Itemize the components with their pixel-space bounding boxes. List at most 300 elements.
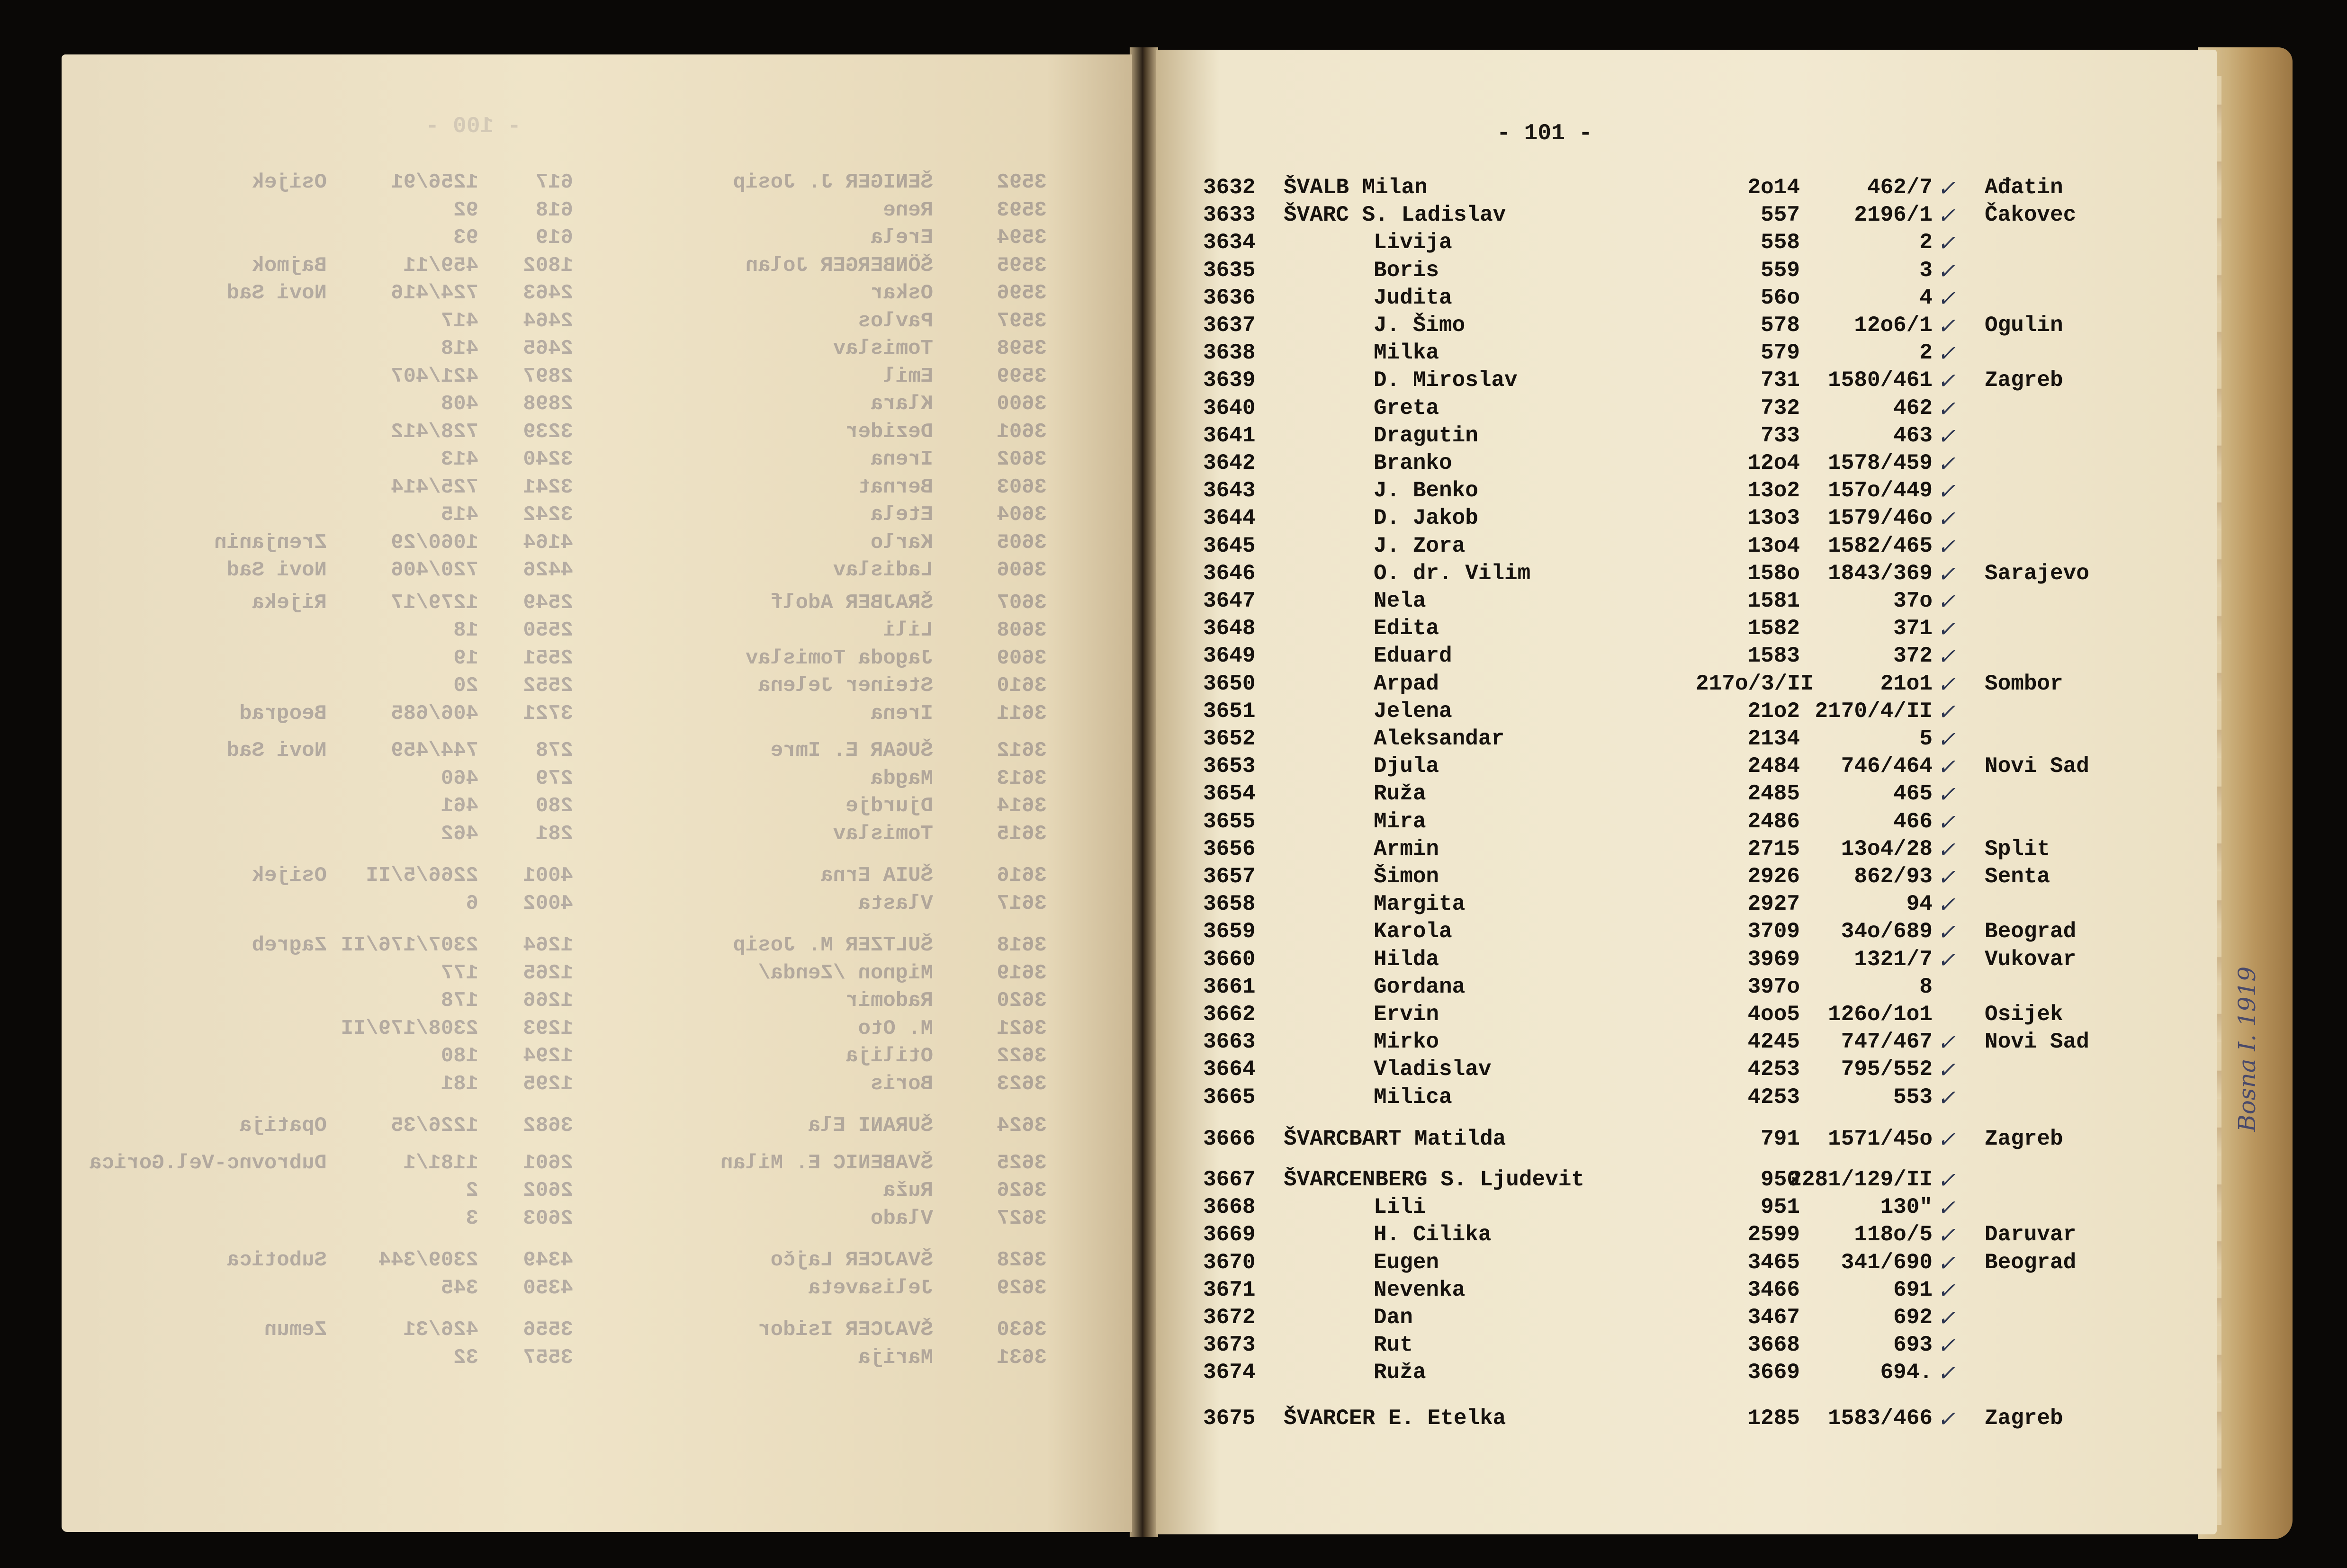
entry-reference: 13o4/28 bbox=[1841, 836, 1933, 861]
mirrored-row bbox=[62, 1072, 1132, 1100]
entry-number: 3646 bbox=[1203, 561, 1256, 586]
mirrored-a: 4350 bbox=[523, 1276, 573, 1300]
entry-number: 3671 bbox=[1203, 1277, 1256, 1302]
mirrored-num: 3613 bbox=[997, 766, 1047, 790]
mirrored-num: 3616 bbox=[997, 864, 1047, 887]
mirrored-row bbox=[62, 420, 1132, 448]
entry-reference: 94 bbox=[1906, 892, 1933, 917]
mirrored-b: 2307/176/II bbox=[341, 933, 478, 957]
entry-number: 3664 bbox=[1203, 1057, 1256, 1082]
entry-given-name: Aleksandar bbox=[1374, 726, 1505, 751]
mirrored-a: 618 bbox=[535, 198, 573, 222]
mirrored-num: 3599 bbox=[997, 364, 1047, 388]
mirrored-name: ŠVABENIC E. Milan bbox=[720, 1151, 933, 1175]
mirrored-b: 418 bbox=[441, 337, 478, 360]
mirrored-a: 4349 bbox=[523, 1248, 573, 1272]
mirrored-a: 2463 bbox=[523, 281, 573, 305]
mirrored-num: 3603 bbox=[997, 475, 1047, 499]
entry-reference: 1579/46o bbox=[1828, 506, 1933, 531]
entry-place: Beograd bbox=[1985, 919, 2077, 944]
mirrored-a: 2552 bbox=[523, 674, 573, 698]
mirrored-a: 278 bbox=[535, 739, 573, 762]
entry-reference: 795/552 bbox=[1841, 1057, 1933, 1082]
mirrored-num: 3592 bbox=[997, 170, 1047, 194]
list-item bbox=[1156, 368, 2217, 395]
entry-given-name: Nela bbox=[1374, 589, 1426, 613]
entry-register-number: 56o bbox=[1761, 285, 1800, 310]
entry-number: 3650 bbox=[1203, 671, 1256, 696]
entry-given-name: Ruža bbox=[1374, 1360, 1426, 1385]
entry-register-number: 3467 bbox=[1747, 1305, 1800, 1330]
entry-given-name: Rut bbox=[1374, 1333, 1413, 1358]
checkmark: ✓ bbox=[1937, 756, 1956, 781]
list-item bbox=[1156, 892, 2217, 919]
checkmark: ✓ bbox=[1937, 260, 1956, 285]
list-item bbox=[1156, 313, 2217, 340]
mirrored-a: 2551 bbox=[523, 646, 573, 670]
entry-number: 3659 bbox=[1203, 919, 1256, 944]
entry-register-number: 13o4 bbox=[1747, 533, 1800, 558]
entry-register-number: 951 bbox=[1761, 1195, 1800, 1220]
entry-register-number: 559 bbox=[1761, 258, 1800, 283]
mirrored-name: ŠUIA Erna bbox=[820, 864, 933, 887]
entry-number: 3665 bbox=[1203, 1084, 1256, 1110]
mirrored-b: 1279/17 bbox=[391, 591, 478, 615]
entry-reference: 1321/7 bbox=[1854, 947, 1933, 972]
list-item bbox=[1156, 230, 2217, 258]
entry-given-name: Edita bbox=[1374, 616, 1439, 641]
entry-given-name: Mirko bbox=[1374, 1030, 1439, 1055]
entry-reference: 466 bbox=[1893, 809, 1933, 834]
mirrored-b: 345 bbox=[441, 1276, 478, 1300]
mirrored-a: 3239 bbox=[523, 420, 573, 444]
entry-register-number: 2926 bbox=[1747, 864, 1800, 889]
entry-given-name: Ervin bbox=[1374, 1002, 1439, 1027]
entry-given-name: Boris bbox=[1374, 258, 1439, 283]
entry-number: 3668 bbox=[1203, 1195, 1256, 1220]
entry-place: Čakovec bbox=[1985, 203, 2077, 228]
entry-register-number: 732 bbox=[1761, 395, 1800, 421]
list-item bbox=[1156, 506, 2217, 533]
entry-reference: 126o/1o1 bbox=[1828, 1002, 1933, 1027]
entry-number: 3645 bbox=[1203, 533, 1256, 558]
mirrored-row bbox=[62, 1044, 1132, 1072]
entry-number: 3634 bbox=[1203, 230, 1256, 255]
mirrored-row bbox=[62, 558, 1132, 586]
checkmark: ✓ bbox=[1937, 453, 1956, 478]
entry-register-number: 3709 bbox=[1747, 919, 1800, 944]
entry-reference: 463 bbox=[1893, 423, 1933, 448]
mirrored-row bbox=[62, 1346, 1132, 1373]
entry-register-number: 4253 bbox=[1747, 1084, 1800, 1110]
mirrored-num: 3631 bbox=[997, 1345, 1047, 1370]
list-item bbox=[1156, 947, 2217, 975]
mirrored-row bbox=[62, 618, 1132, 646]
checkmark: ✓ bbox=[1937, 398, 1956, 423]
entry-given-name: Milica bbox=[1374, 1084, 1452, 1110]
mirrored-num: 3611 bbox=[997, 701, 1047, 726]
mirrored-row bbox=[62, 1318, 1132, 1345]
bleed-through-text bbox=[62, 54, 1132, 1532]
mirrored-row bbox=[62, 822, 1132, 850]
entry-given-name: Karola bbox=[1374, 919, 1452, 944]
entry-register-number: 2927 bbox=[1747, 892, 1800, 917]
mirrored-b: 426/31 bbox=[403, 1318, 478, 1342]
list-item bbox=[1156, 258, 2217, 286]
mirrored-a: 2603 bbox=[523, 1206, 573, 1230]
mirrored-num: 3628 bbox=[997, 1248, 1047, 1272]
entry-number: 3670 bbox=[1203, 1250, 1256, 1275]
entry-given-name: J. Benko bbox=[1374, 478, 1478, 503]
entry-number: 3675 bbox=[1203, 1406, 1256, 1431]
mirrored-b: 20 bbox=[453, 674, 478, 698]
mirrored-c: Novi Sad bbox=[226, 739, 327, 762]
entry-given-name: J. Šimo bbox=[1374, 313, 1466, 338]
mirrored-b: 415 bbox=[441, 503, 478, 527]
entry-register-number: 158o bbox=[1747, 561, 1800, 586]
entry-register-number: 4oo5 bbox=[1747, 1002, 1800, 1027]
mirrored-b: 724/416 bbox=[391, 281, 478, 305]
entry-reference: 553 bbox=[1893, 1084, 1933, 1110]
entry-reference: 1843/369 bbox=[1828, 561, 1933, 586]
mirrored-row bbox=[62, 739, 1132, 766]
mirrored-num: 3614 bbox=[997, 794, 1047, 818]
entry-place: Ogulin bbox=[1985, 313, 2063, 338]
list-item bbox=[1156, 175, 2217, 203]
mirrored-name: Jelisaveta bbox=[808, 1276, 933, 1300]
entry-number: 3660 bbox=[1203, 947, 1256, 972]
entry-number: 3640 bbox=[1203, 395, 1256, 421]
list-item bbox=[1156, 589, 2217, 616]
mirrored-row bbox=[62, 392, 1132, 420]
mirrored-a: 1264 bbox=[523, 933, 573, 957]
mirrored-c: Zagreb bbox=[252, 933, 327, 957]
entry-given-name: D. Jakob bbox=[1374, 506, 1478, 531]
entry-given-name: Branko bbox=[1374, 451, 1452, 475]
mirrored-c: Zrenjanin bbox=[214, 530, 327, 555]
mirrored-num: 3601 bbox=[997, 420, 1047, 444]
entry-register-number: 579 bbox=[1761, 340, 1800, 366]
mirrored-a: 4164 bbox=[523, 530, 573, 555]
checkmark: ✓ bbox=[1937, 343, 1956, 368]
entry-number: 3642 bbox=[1203, 451, 1256, 475]
mirrored-c: Dubrovnc-Vel.Gorica bbox=[89, 1151, 327, 1175]
list-item bbox=[1156, 699, 2217, 726]
list-item bbox=[1156, 919, 2217, 947]
entry-register-number: 3969 bbox=[1747, 947, 1800, 972]
list-item bbox=[1156, 286, 2217, 313]
checkmark: ✓ bbox=[1937, 1335, 1956, 1360]
mirrored-name: Otilija bbox=[845, 1044, 933, 1068]
list-item bbox=[1156, 975, 2217, 1002]
mirrored-b: 177 bbox=[441, 961, 478, 985]
mirrored-name: Tomislav bbox=[833, 337, 933, 360]
entry-place: Beograd bbox=[1985, 1250, 2077, 1275]
list-item bbox=[1156, 1278, 2217, 1305]
mirrored-b: 460 bbox=[441, 766, 478, 790]
mirrored-a: 281 bbox=[535, 822, 573, 846]
mirrored-b: 2308/179/II bbox=[341, 1016, 478, 1040]
checkmark: ✓ bbox=[1937, 563, 1956, 588]
entry-register-number: 557 bbox=[1761, 203, 1800, 228]
checkmark: ✓ bbox=[1937, 1170, 1956, 1194]
mirrored-c: Rijeka bbox=[252, 591, 327, 615]
entry-number: 3674 bbox=[1203, 1360, 1256, 1385]
mirrored-b: 2309/344 bbox=[378, 1248, 478, 1272]
list-item bbox=[1156, 1195, 2217, 1222]
mirrored-c: Opatija bbox=[239, 1114, 327, 1138]
entry-given-name: Hilda bbox=[1374, 947, 1439, 972]
mirrored-num: 3608 bbox=[997, 618, 1047, 642]
mirrored-b: 1060/29 bbox=[391, 530, 478, 555]
mirrored-row bbox=[62, 591, 1132, 618]
mirrored-name: ŠENIGER J. Josip bbox=[733, 170, 933, 194]
entry-given-name: Armin bbox=[1374, 836, 1439, 861]
entry-given-name: Djula bbox=[1374, 754, 1439, 779]
checkmark: ✓ bbox=[1937, 1059, 1956, 1084]
entry-reference: 341/690 bbox=[1841, 1250, 1933, 1275]
mirrored-name: Etela bbox=[870, 503, 933, 527]
entry-number: 3666 bbox=[1203, 1126, 1256, 1151]
mirrored-b: 2266/5/II bbox=[366, 864, 478, 887]
entry-given-name: J. Zora bbox=[1374, 533, 1466, 558]
mirrored-name: Pavlos bbox=[858, 309, 933, 333]
mirrored-row bbox=[62, 933, 1132, 961]
mirrored-c: Zemun bbox=[264, 1318, 327, 1342]
entry-reference: 118o/5 bbox=[1854, 1222, 1933, 1247]
mirrored-num: 3622 bbox=[997, 1044, 1047, 1068]
entry-given-name: Livija bbox=[1374, 230, 1452, 255]
entry-given-name: H. Cilika bbox=[1374, 1222, 1492, 1247]
checkmark: ✓ bbox=[1937, 233, 1956, 258]
mirrored-row bbox=[62, 1151, 1132, 1179]
mirrored-name: Dezider bbox=[845, 420, 933, 444]
entry-number: 3667 bbox=[1203, 1167, 1256, 1192]
entry-reference: 1571/45o bbox=[1828, 1126, 1933, 1151]
mirrored-c: Bajmok bbox=[252, 253, 327, 278]
checkmark: ✓ bbox=[1937, 1129, 1956, 1154]
checkmark: ✓ bbox=[1937, 784, 1956, 809]
mirrored-num: 3607 bbox=[997, 591, 1047, 615]
entry-given-name: Dragutin bbox=[1374, 423, 1478, 448]
mirrored-num: 3609 bbox=[997, 646, 1047, 670]
entry-register-number: 950 bbox=[1761, 1167, 1800, 1192]
entry-number: 3641 bbox=[1203, 423, 1256, 448]
mirrored-b: 459/11 bbox=[403, 253, 478, 278]
entry-number: 3651 bbox=[1203, 699, 1256, 724]
entry-family-name: ŠVARCBART Matilda bbox=[1284, 1126, 1506, 1151]
mirrored-name: Tomislav bbox=[833, 822, 933, 846]
entry-place: Novi Sad bbox=[1985, 754, 2089, 779]
mirrored-name: Bernat bbox=[858, 475, 933, 499]
mirrored-num: 3593 bbox=[997, 198, 1047, 222]
entry-number: 3633 bbox=[1203, 203, 1256, 228]
entry-reference: 746/464 bbox=[1841, 754, 1933, 779]
mirrored-c: Beograd bbox=[239, 701, 327, 726]
checkmark: ✓ bbox=[1937, 1280, 1956, 1305]
entry-reference: 37o bbox=[1893, 589, 1933, 613]
entry-place: Zagreb bbox=[1985, 1406, 2063, 1431]
mirrored-c: Novi Sad bbox=[226, 281, 327, 305]
mirrored-num: 3623 bbox=[997, 1072, 1047, 1096]
checkmark: ✓ bbox=[1937, 618, 1956, 644]
checkmark: ✓ bbox=[1937, 1197, 1956, 1222]
entry-given-name: Dan bbox=[1374, 1305, 1413, 1330]
entry-register-number: 2484 bbox=[1747, 754, 1800, 779]
mirrored-a: 2464 bbox=[523, 309, 573, 333]
mirrored-b: 18 bbox=[453, 618, 478, 642]
entry-reference: 465 bbox=[1893, 781, 1933, 806]
list-item bbox=[1156, 1167, 2217, 1195]
mirrored-num: 3596 bbox=[997, 281, 1047, 305]
mirrored-row bbox=[62, 767, 1132, 794]
list-item bbox=[1156, 809, 2217, 837]
mirrored-b: 408 bbox=[441, 392, 478, 416]
mirrored-a: 4001 bbox=[523, 864, 573, 887]
mirrored-num: 3600 bbox=[997, 392, 1047, 416]
mirrored-a: 2602 bbox=[523, 1179, 573, 1202]
mirrored-b: 93 bbox=[453, 226, 478, 250]
list-item bbox=[1156, 340, 2217, 368]
entry-register-number: 4253 bbox=[1747, 1057, 1800, 1082]
list-item bbox=[1156, 561, 2217, 589]
entry-register-number: 578 bbox=[1761, 313, 1800, 338]
mirrored-b: 461 bbox=[441, 794, 478, 818]
entry-given-name: Nevenka bbox=[1374, 1277, 1466, 1302]
entry-reference: 1578/459 bbox=[1828, 451, 1933, 475]
mirrored-a: 4002 bbox=[523, 891, 573, 915]
entry-number: 3635 bbox=[1203, 258, 1256, 283]
entry-reference: 862/93 bbox=[1854, 864, 1933, 889]
mirrored-name: Radomir bbox=[845, 989, 933, 1012]
entry-reference: 372 bbox=[1893, 644, 1933, 669]
entry-place: Sarajevo bbox=[1985, 561, 2089, 586]
entry-register-number: 13o3 bbox=[1747, 506, 1800, 531]
mirrored-name: ŠUGAR E. Imre bbox=[770, 739, 933, 762]
mirrored-b: 421/407 bbox=[391, 364, 478, 388]
entry-reference: 747/467 bbox=[1841, 1030, 1933, 1055]
checkmark: ✓ bbox=[1937, 894, 1956, 919]
book-gutter bbox=[1130, 47, 1158, 1537]
mirrored-b: 728/412 bbox=[391, 420, 478, 444]
entry-number: 3652 bbox=[1203, 726, 1256, 751]
mirrored-a: 3240 bbox=[523, 448, 573, 471]
entry-given-name: Arpad bbox=[1374, 671, 1439, 696]
mirrored-b: 413 bbox=[441, 448, 478, 471]
mirrored-row bbox=[62, 309, 1132, 337]
mirrored-num: 3619 bbox=[997, 961, 1047, 985]
mirrored-name: Oskar bbox=[870, 281, 933, 305]
mirrored-row bbox=[62, 1114, 1132, 1141]
entry-number: 3644 bbox=[1203, 506, 1256, 531]
mirrored-a: 3241 bbox=[523, 475, 573, 499]
entry-reference: 1580/461 bbox=[1828, 368, 1933, 393]
entry-place: Zagreb bbox=[1985, 368, 2063, 393]
entry-register-number: 3669 bbox=[1747, 1360, 1800, 1385]
entry-register-number: 3465 bbox=[1747, 1250, 1800, 1275]
checkmark: ✓ bbox=[1937, 729, 1956, 753]
entry-register-number: 3668 bbox=[1747, 1333, 1800, 1358]
list-item bbox=[1156, 1250, 2217, 1278]
list-item bbox=[1156, 451, 2217, 478]
entry-register-number: 13o2 bbox=[1747, 478, 1800, 503]
list-item bbox=[1156, 864, 2217, 892]
checkmark: ✓ bbox=[1937, 839, 1956, 864]
entry-reference: 2281/129/II bbox=[1789, 1167, 1933, 1192]
checkmark: ✓ bbox=[1937, 701, 1956, 726]
list-item bbox=[1156, 1222, 2217, 1250]
mirrored-name: ŠRAJBER Adolf bbox=[770, 591, 933, 615]
entry-number: 3648 bbox=[1203, 616, 1256, 641]
left-page-number: - 100 - bbox=[425, 114, 521, 139]
entry-reference: 2196/1 bbox=[1854, 203, 1933, 228]
mirrored-a: 279 bbox=[535, 766, 573, 790]
mirrored-row bbox=[62, 892, 1132, 919]
entry-register-number: 2485 bbox=[1747, 781, 1800, 806]
entry-number: 3638 bbox=[1203, 340, 1256, 366]
mirrored-b: 180 bbox=[441, 1044, 478, 1068]
entry-place: Ađatin bbox=[1985, 175, 2063, 200]
mirrored-a: 2550 bbox=[523, 618, 573, 642]
mirrored-b: 417 bbox=[441, 309, 478, 333]
mirrored-row bbox=[62, 198, 1132, 226]
entry-number: 3657 bbox=[1203, 864, 1256, 889]
entry-reference: 130" bbox=[1880, 1195, 1933, 1220]
entry-given-name: Greta bbox=[1374, 395, 1439, 421]
list-item bbox=[1156, 478, 2217, 506]
entry-register-number: 2599 bbox=[1747, 1222, 1800, 1247]
entry-place: Senta bbox=[1985, 864, 2050, 889]
entry-reference: 1583/466 bbox=[1828, 1406, 1933, 1431]
entry-family-name: ŠVARCER E. Etelka bbox=[1284, 1406, 1506, 1431]
checkmark: ✓ bbox=[1937, 811, 1956, 836]
entry-reference: 21o1 bbox=[1880, 671, 1933, 696]
mirrored-name: Mignon /Zenda/ bbox=[758, 961, 933, 985]
checkmark: ✓ bbox=[1937, 508, 1956, 533]
entry-register-number: 217o/3/II bbox=[1696, 671, 1814, 696]
checkmark: ✓ bbox=[1937, 1308, 1956, 1332]
entry-reference: 371 bbox=[1893, 616, 1933, 641]
list-item bbox=[1156, 1030, 2217, 1057]
mirrored-row bbox=[62, 989, 1132, 1016]
entry-number: 3643 bbox=[1203, 478, 1256, 503]
entry-given-name: Mira bbox=[1374, 809, 1426, 834]
mirrored-name: Emil bbox=[883, 364, 933, 388]
checkmark: ✓ bbox=[1937, 425, 1956, 450]
mirrored-num: 3612 bbox=[997, 739, 1047, 762]
entry-number: 3662 bbox=[1203, 1002, 1256, 1027]
entry-given-name: Eugen bbox=[1374, 1250, 1439, 1275]
entry-number: 3632 bbox=[1203, 175, 1256, 200]
mirrored-a: 3556 bbox=[523, 1318, 573, 1342]
right-page bbox=[1156, 50, 2217, 1534]
mirrored-name: Rene bbox=[883, 198, 933, 222]
entry-place: Osijek bbox=[1985, 1002, 2063, 1027]
mirrored-row bbox=[62, 1276, 1132, 1304]
entry-register-number: 731 bbox=[1761, 368, 1800, 393]
mirrored-b: 181 bbox=[441, 1072, 478, 1096]
mirrored-num: 3598 bbox=[997, 337, 1047, 360]
list-item bbox=[1156, 1057, 2217, 1084]
checkmark: ✓ bbox=[1937, 315, 1956, 340]
mirrored-b: 3 bbox=[466, 1206, 478, 1230]
entry-number: 3636 bbox=[1203, 285, 1256, 310]
mirrored-name: Ladislav bbox=[833, 558, 933, 582]
list-item bbox=[1156, 1127, 2217, 1154]
mirrored-row bbox=[62, 254, 1132, 281]
entry-place: Split bbox=[1985, 836, 2050, 861]
mirrored-num: 3610 bbox=[997, 674, 1047, 698]
